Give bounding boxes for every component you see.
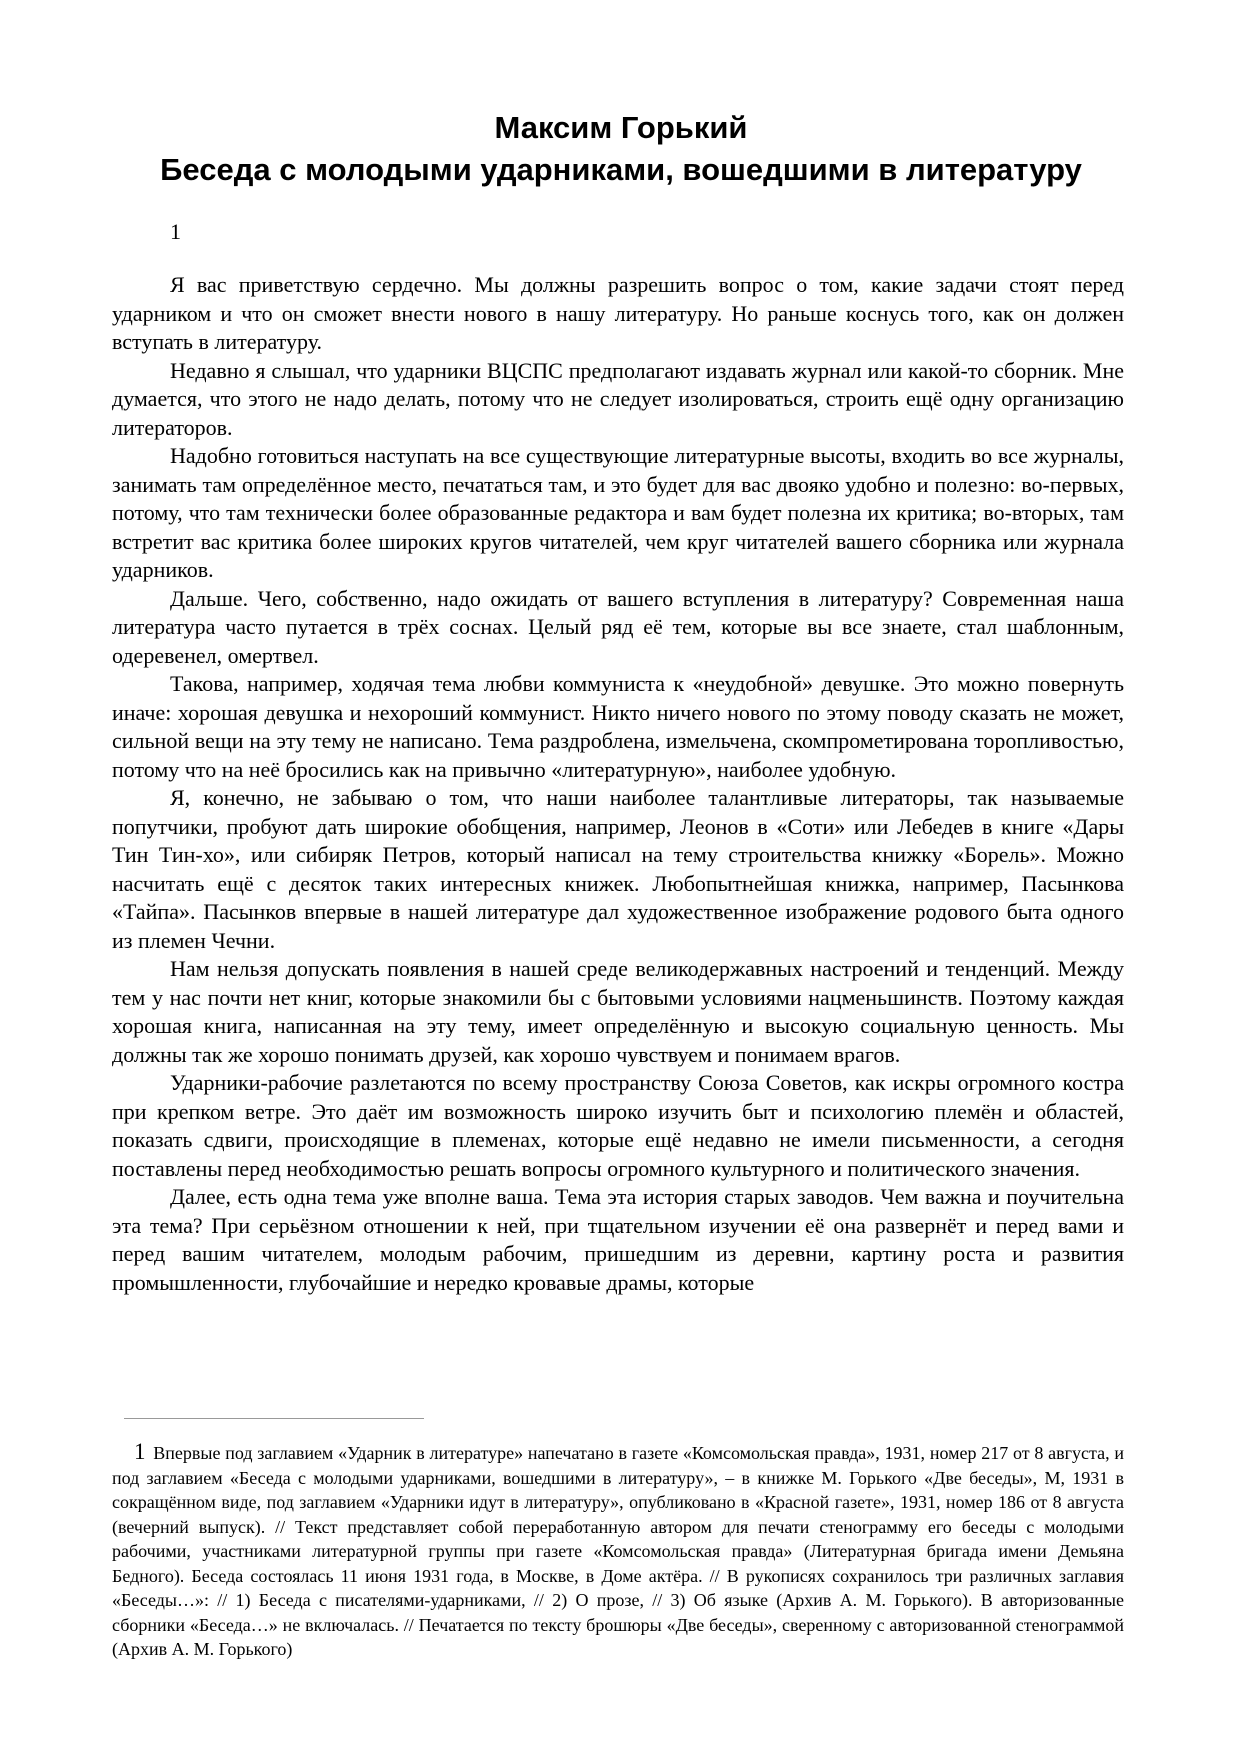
paragraph: Надобно готовиться наступать на все существующие литературные высоты, входить во все журналы, занимать там определённое место, печататься там, и это будет для вас двояко удобно и полезно: во-первых, потому, что там технически более образованные редактора и вам будет полезна их критика; во-вторых, там встретит вас критика более широких кругов читателей, чем круг читателей вашего сборника или журнала ударников. — [112, 443, 1124, 582]
body-text — [112, 271, 1124, 1297]
paragraph: Недавно я слышал, что ударники ВЦСПС предполагают издавать журнал или какой-то сборник. Мне думается, что этого не надо делать, потому что не следует изолироваться, строить ещё одну организацию литераторов. — [112, 357, 1124, 440]
paragraph: Дальше. Чего, собственно, надо ожидать от вашего вступления в литературу? Современная наша литература часто путается в трёх соснах. Целый ряд её тем, которые вы все знаете, стал шаблонным, одеревенел, омертвел. — [112, 585, 1124, 668]
paragraph: Я вас приветствую сердечно. Мы должны разрешить вопрос о том, какие задачи стоят перед ударником и что он сможет внести нового в нашу литературу. Но раньше коснусь того, как он должен вступать в литературу. — [112, 272, 1124, 354]
paragraph: Нам нельзя допускать появления в нашей среде великодержавных настроений и тенденций. Между тем у нас почти нет книг, которые знакомили бы с бытовыми условиями нацменьшинств. Поэтому каждая хорошая книга, написанная на эту тему, имеет определённую и высокую социальную ценность. Мы должны так же хорошо понимать друзей, как хорошо чувствуем и понимаем врагов. — [112, 956, 1124, 1067]
footnote-divider — [124, 1418, 424, 1419]
author-heading: Максим Горький — [494, 110, 748, 145]
document-title: Беседа с молодыми ударниками, вошедшими в литературу — [160, 152, 1082, 187]
paragraph: Далее, есть одна тема уже вполне ваша. Тема эта история старых заводов. Чем важна и поучительна эта тема? При серьёзном отношении к ней, при тщательном изучении её она развернёт и перед вами и перед вашим читателем, молодым рабочим, пришедшим из деревни, картину роста и развития промышленности, глубочайшие и нередко кровавые драмы, которые — [112, 1184, 1124, 1295]
footnote-mark: 1 — [134, 1439, 146, 1464]
paragraph: Ударники-рабочие разлетаются по всему пространству Союза Советов, как искры огромного костра при крепком ветре. Это даёт им возможность широко изучить быт и психологию племён и областей, показать сдвиги, происходящие в племенах, которые ещё недавно не имели письменности, а сегодня поставлены перед необходимостью решать вопросы огромного культурного и политического значения. — [112, 1070, 1124, 1181]
footnote-text: Впервые под заглавием «Ударник в литературе» напечатано в газете «Комсомольская правда», 1931, номер 217 от 8 августа, и под заглавием «Беседа с молодыми ударниками, вошедшими в литературу», – в книжке М. Горького «Две беседы», М, 1931 в сокращённом виде, под заглавием «Ударники идут в литературу», опубликовано в «Красной газете», 1931, номер 186 от 8 августа (вечерний выпуск). // Текст представляет собой переработанную автором для печати стенограмму его беседы с молодыми рабочими, участниками литературной группы при газете «Комсомольская правда» (Литературная бригада имени Демьяна Бедного). Беседа состоялась 11 июня 1931 года, в Москве, в Доме актёра. // В рукописях сохранилось три различных заглавия «Беседы…»: // 1) Беседа с писателями-ударниками, // 2) О прозе, // 3) Об языке (Архив А. М. Горького). В авторизованные сборники «Беседа…» не включалась. // Печатается по тексту брошюры «Две беседы», сверенному с авторизованной стенограммой (Архив А. М. Горького) — [112, 1443, 1124, 1659]
paragraph: Я, конечно, не забываю о том, что наши наиболее талантливые литераторы, так называемые попутчики, пробуют дать широкие обобщения, например, Леонов в «Соти» или Лебедев в книге «Дары Тин Тин-хо», или сибиряк Петров, который написал на тему строительства книжку «Борель». Можно насчитать ещё с десяток таких интересных книжек. Любопытнейшая книжка, например, Пасынкова «Тайпа». Пасынков впервые в нашей литературе дал художественное изображение родового быта одного из племен Чечни. — [112, 785, 1124, 953]
footnote — [112, 1440, 1124, 1662]
paragraph: Такова, например, ходячая тема любви коммуниста к «неудобной» девушке. Это можно повернуть иначе: хорошая девушка и нехороший коммунист. Никто ничего нового по этому поводу сказать не может, сильной вещи на эту тему не написано. Тема раздроблена, измельчена, скомпрометирована торопливостью, потому что на неё бросились как на привычно «литературную», наиболее удобную. — [112, 671, 1124, 782]
footnote-reference: 1 — [170, 219, 181, 244]
